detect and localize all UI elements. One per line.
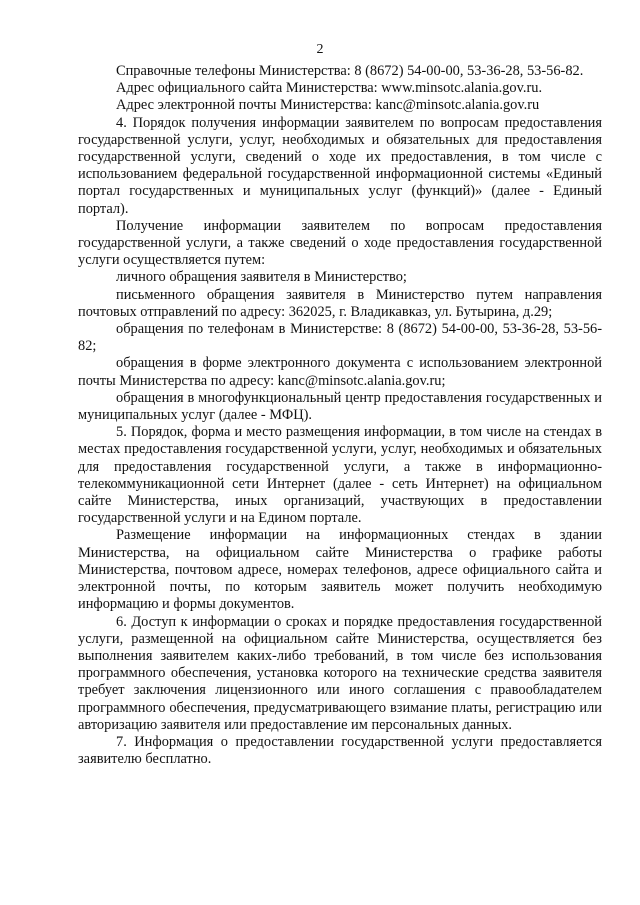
paragraph-section-4: 4. Порядок получения информации заявителем по вопросам предоставления государственной услуги, услуг, необходимых и обязательных для предоставления государственной услуги, сведений о ходе их предоставления, в том числе с использованием федеральной государственной информационной системы «Единый портал государственных и муниципальных услуг (функций)» (далее - Единый портал). [78,114,602,217]
list-item-electronic-appeal: обращения в форме электронного документа с использованием электронной почты Министерства по адресу: kanc@minsotc.alania.gov.ru; [78,355,602,389]
paragraph-email-address: Адрес электронной почты Министерства: kanc@minsotc.alania.gov.ru [116,97,540,114]
paragraph-section-6: 6. Доступ к информации о сроках и порядке предоставления государственной услуги, размещенной на официальном сайте Министерства, осуществляется без выполнения заявителем каких-либо требований, в том числе без использования программного обеспечения, установка которого на технические средства заявителя требует заключения лицензионного или иного соглашения с правообладателем программного обеспечения, предусматривающего взимание платы, регистрацию или авторизацию заявителя или предоставление им персональных данных. [78,613,602,733]
list-item-personal-appeal: личного обращения заявителя в Министерство; [116,269,407,286]
paragraph-section-5: 5. Порядок, форма и место размещения информации, в том числе на стендах в местах предоставления государственной услуги, услуг, необходимых и обязательных для предоставления государственной услуги, а также в информационно-телекоммуникационной сети Интернет (далее - сеть Интернет) на официальном сайте Министерства, иных организаций, участвующих в предоставлении государственной услуги и на Едином портале. [78,424,602,527]
document-body [78,63,602,768]
list-item-mfc-appeal: обращения в многофункциональный центр предоставления государственных и муниципальных услуг (далее - МФЦ). [78,389,602,424]
list-item-written-appeal: письменного обращения заявителя в Министерство путем направления почтовых отправлений по адресу: 362025, г. Владикавказ, ул. Бутырина, д.29; [78,286,602,320]
paragraph-obtaining-information: Получение информации заявителем по вопросам предоставления государственной услуги, а также сведений о ходе предоставления государственной услуги осуществляется путем: [78,217,602,269]
paragraph-information-placement: Размещение информации на информационных стендах в здании Министерства, на официальном сайте Министерства о графике работы Министерства, почтовом адресе, номерах телефонов, адресе официального сайта и электронной почты, по которым заявитель может получить необходимую информацию и формы документов. [78,527,602,613]
paragraph-section-7: 7. Информация о предоставлении государственной услуги предоставляется заявителю бесплатно. [78,733,602,768]
page-number: 2 [316,42,324,57]
list-item-phone-appeal: обращения по телефонам в Министерстве: 8 (8672) 54-00-00, 53-36-28, 53-56-82; [78,321,602,355]
paragraph-website-address: Адрес официального сайта Министерства: www.minsotc.alania.gov.ru. [116,80,543,97]
paragraph-reference-phones: Справочные телефоны Министерства: 8 (8672) 54-00-00, 53-36-28, 53-56-82. [116,63,584,79]
